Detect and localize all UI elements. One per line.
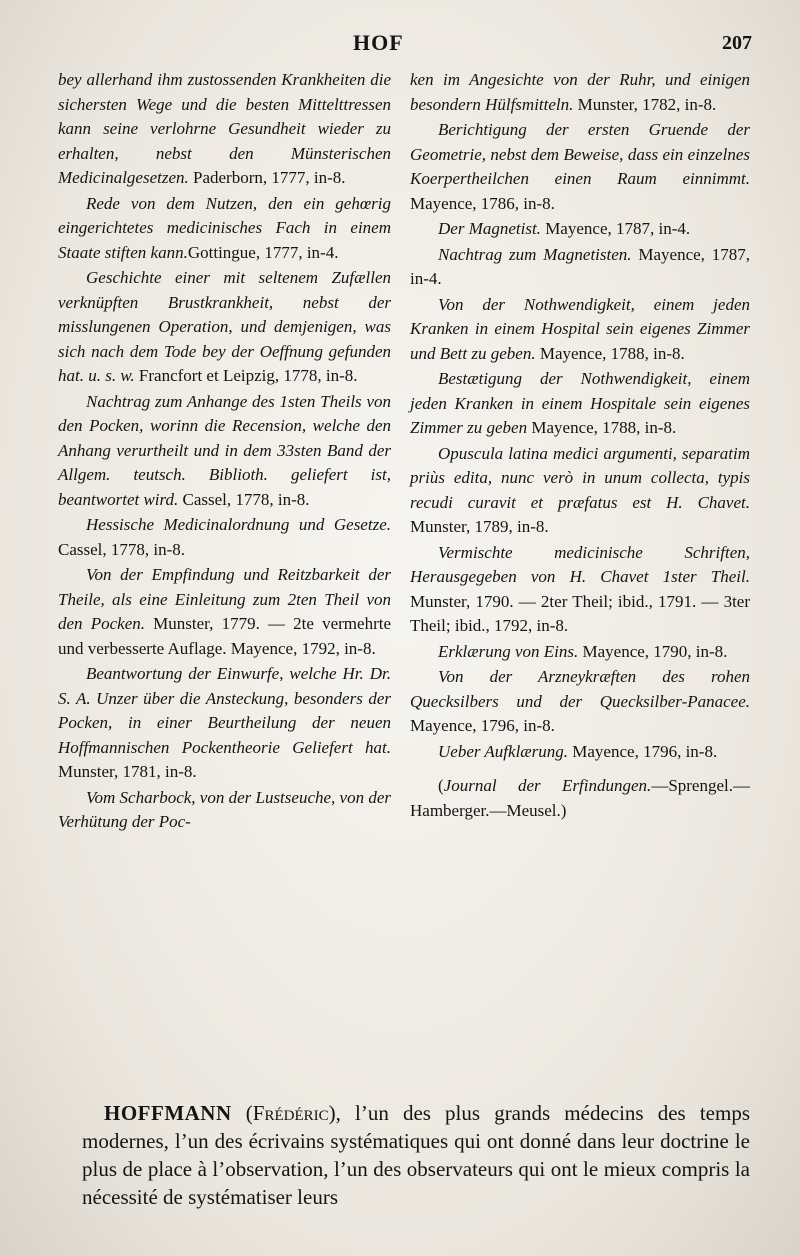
entry-publication: Mayence, 1788, in-8.	[527, 418, 677, 437]
bibliography-entry	[410, 740, 750, 765]
article-headword: HOFFMANN	[104, 1101, 232, 1125]
entry-publication: Mayence, 1788, in-8.	[535, 343, 685, 363]
running-head: HOF	[353, 30, 404, 55]
source-note-authorities: —Sprengel.—Hamberger.—Meusel.)	[410, 776, 750, 820]
entry-title: Der Magnetist.	[438, 219, 541, 238]
entry-publication: Munster, 1779. — 2te vermehrte und verbesserte Auflage. Mayence, 1792, in-8.	[58, 614, 392, 658]
entry-publication: Francfort et Leipzig, 1778, in-8.	[134, 366, 358, 385]
bibliography-entry	[58, 390, 391, 513]
source-note-open: (	[438, 776, 444, 795]
bibliography-entry	[410, 118, 750, 216]
entry-title: Geschichte einer mit seltenem Zufællen verknüpften Brustkrankheit, nebst der misslungenen Operation, und demjenigen, was sich nach dem Tode bey der Oeffnung gefunden hat. u. s. w.	[58, 268, 391, 385]
entry-title: Vermischte medicinische Schriften, Herausgegeben von H. Chavet 1ster Theil.	[410, 542, 750, 586]
entry-title: Opuscula latina medici argumenti, separatim priùs edita, nunc verò in unum collecta, typis recudi curavit et præfatus est H. Chavet.	[410, 443, 750, 512]
entry-title: Nachtrag zum Anhange des 1sten Theils von den Pocken, worinn die Recension, welche den Anhang verurtheilt und in dem 33sten Band der Allgem. teutsch. Biblioth. geliefert ist, beantwortet wird.	[58, 391, 391, 509]
article-text: ), l’un des plus grands médecins des temps modernes, l’un des écrivains systématiques qui ont donné dans leur doctrine le plus de place à l’observation, l’un des observateurs qui ont le mieux compris la nécessité de systématiser leurs	[82, 1101, 750, 1209]
bibliography-entry	[58, 68, 391, 191]
entry-publication: Cassel, 1778, in-8.	[58, 539, 186, 559]
entry-title: Von der Nothwendigkeit, einem jeden Kranken in einem Hospital sein eigenes Zimmer und Bett zu geben.	[410, 294, 750, 363]
bibliography-entry	[410, 442, 750, 540]
entry-publication: Munster, 1781, in-8.	[58, 762, 197, 781]
entry-title: Ueber Aufklærung.	[438, 741, 569, 761]
bibliography-entry	[58, 266, 391, 389]
bibliography-entry	[58, 513, 391, 562]
bibliography-entry	[410, 217, 750, 242]
entry-publication: Gottingue, 1777, in-4.	[187, 242, 339, 262]
bibliography-entry	[410, 541, 750, 639]
bibliography-entry	[58, 786, 391, 835]
entry-title: Von der Arzneykræften des rohen Quecksilbers und der Quecksilber-Panacee.	[410, 667, 750, 711]
source-note	[410, 774, 750, 823]
entry-title: Vom Scharbock, von der Lustseuche, von der Verhütung der Poc-	[58, 787, 391, 831]
entry-title: Hessische Medicinalordnung und Gesetze.	[86, 515, 391, 534]
bibliography-entry	[410, 367, 750, 441]
right-column	[410, 68, 750, 824]
entry-title: ken im Angesichte von der Ruhr, und einigen besondern Hülfsmitteln.	[410, 70, 750, 114]
entry-publication: Paderborn, 1777, in-8.	[188, 168, 346, 187]
source-journal-title: Journal der Erfindungen.	[443, 776, 652, 795]
entry-publication: Cassel, 1778, in-8.	[178, 489, 310, 509]
entry-title: bey allerhand ihm zustossenden Krankheiten die sichersten Wege und die besten Mittelttressen kann seine verlohrne Gesundheit wieder zu erhalten, nebst den Münsterischen Medicinalgesetzen.	[58, 70, 391, 187]
entry-publication: Mayence, 1787, in-4.	[410, 244, 750, 288]
bibliography-entry	[410, 68, 750, 117]
bibliography-entry	[58, 192, 391, 266]
entry-title: Erklærung von Eins.	[438, 641, 579, 661]
headword-open-paren: (	[231, 1101, 253, 1125]
bibliography-entry	[58, 563, 391, 661]
entry-title: Bestætigung der Nothwendigkeit, einem jeden Kranken in einem Hospitale sein eigenes Zimmer zu geben	[410, 369, 750, 437]
entry-publication: Munster, 1790. — 2ter Theil; ibid., 1791. — 3ter Theil; ibid., 1792, in-8.	[410, 591, 750, 635]
entry-publication: Mayence, 1786, in-8.	[410, 193, 555, 213]
entry-publication: Munster, 1782, in-8.	[573, 94, 717, 114]
bibliography-entry	[410, 640, 750, 665]
entry-publication: Mayence, 1796, in-8.	[410, 716, 555, 735]
entry-title: Berichtigung der ersten Gruende der Geometrie, nebst dem Beweise, dass ein einzelnes Koerpertheilchen einen Raum einnimmt.	[410, 120, 750, 188]
bibliography-entry	[410, 293, 750, 367]
article-forename: Frédéric	[252, 1101, 329, 1125]
bibliography-entry	[410, 243, 750, 292]
entry-publication: Mayence, 1790, in-8.	[578, 641, 728, 661]
page-header	[60, 30, 752, 64]
left-column	[58, 68, 391, 836]
entry-title: Rede von dem Nutzen, den ein gehœrig eingerichtetes medicinisches Fach in einem Staate stiften kann.	[58, 193, 391, 262]
entry-publication: Mayence, 1796, in-8.	[568, 741, 718, 761]
entry-publication: Mayence, 1787, in-4.	[540, 219, 691, 238]
page-number: 207	[722, 32, 752, 54]
bibliography-entry	[410, 665, 750, 739]
entry-title: Beantwortung der Einwurfe, welche Hr. Dr. S. A. Unzer über die Ansteckung, besonders der Pocken, in einer Beurtheilung der neuen Hoffmannischen Pockentheorie Geliefert hat.	[58, 664, 391, 757]
entry-publication: Munster, 1789, in-8.	[410, 517, 549, 536]
entry-title: Nachtrag zum Magnetisten.	[438, 244, 632, 264]
entry-title: Von der Empfindung und Reitzbarkeit der Theile, als eine Einleitung zum 2ten Theil von den Pocken.	[58, 565, 391, 633]
bibliography-entry	[58, 662, 391, 785]
article-paragraph	[82, 1099, 750, 1211]
